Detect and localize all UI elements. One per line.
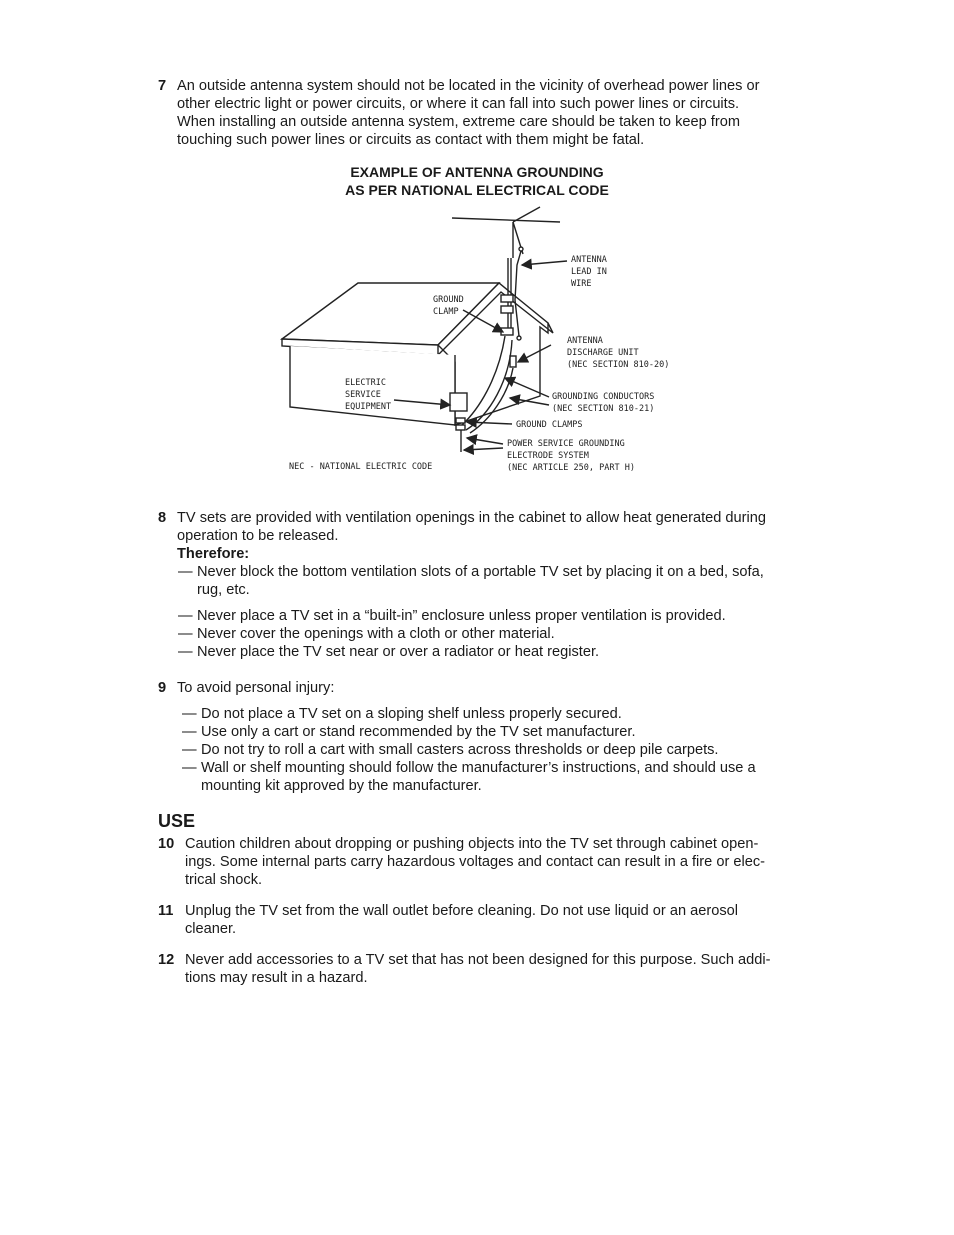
discharge-unit <box>510 356 516 367</box>
text-line: rug, etc. <box>197 582 250 598</box>
text-line: Unplug the TV set from the wall outlet before cleaning. Do not use liquid or an aerosol <box>185 903 738 919</box>
bullet-item <box>182 723 797 741</box>
item-number: 10 <box>158 836 175 852</box>
text-line: tions may result in a hazard. <box>185 970 368 986</box>
item-number: 8 <box>158 510 167 526</box>
item-text <box>185 902 798 938</box>
bullet-item <box>182 705 797 723</box>
item-number: 9 <box>158 680 167 696</box>
text-line: Wall or shelf mounting should follow the manufacturer’s instructions, and should use a <box>201 760 756 776</box>
diagram-title-line: EXAMPLE OF ANTENNA GROUNDING <box>350 164 604 180</box>
text-line: mounting kit approved by the manufacturer. <box>201 778 482 794</box>
label-ground-clamps: GROUND CLAMPS <box>516 420 583 430</box>
label-ground-clamp: GROUND CLAMP <box>433 295 464 317</box>
text-line: Never cover the openings with a cloth or other material. <box>197 626 555 642</box>
bullet-item <box>178 625 797 643</box>
bullet-dash: — <box>182 724 197 740</box>
diagram-title-line: AS PER NATIONAL ELECTRICAL CODE <box>345 182 609 198</box>
section-heading-use: USE <box>158 811 196 831</box>
text-line: Never add accessories to a TV set that has not been designed for this purpose. Such addi- <box>185 952 771 968</box>
text-line: Caution children about dropping or pushing objects into the TV set through cabinet open- <box>185 836 759 852</box>
text-line: Do not place a TV set on a sloping shelf unless properly secured. <box>201 706 622 722</box>
text-line: Use only a cart or stand recommended by the TV set manufacturer. <box>201 724 636 740</box>
bullet-dash: — <box>182 760 197 776</box>
item-11 <box>158 902 798 938</box>
item-10 <box>158 835 798 889</box>
text-line: Never place a TV set in a “built-in” enclosure unless proper ventilation is provided. <box>197 608 726 624</box>
bullet-dash: — <box>178 644 193 660</box>
text-line: touching such power lines or circuits as contact with them might be fatal. <box>177 132 645 148</box>
item-text <box>185 835 798 889</box>
item-text: To avoid personal injury: <box>177 680 335 696</box>
text-line: An outside antenna system should not be located in the vicinity of overhead power lines or <box>177 78 760 94</box>
bullet-item <box>182 759 797 795</box>
bullet-item <box>178 563 797 599</box>
bullet-item <box>182 741 797 759</box>
bullet-dash: — <box>178 626 193 642</box>
text-line: When installing an outside antenna system, extreme care should be taken to keep from <box>177 114 740 130</box>
text-line: TV sets are provided with ventilation openings in the cabinet to allow heat generated during <box>177 510 766 526</box>
text-line: trical shock. <box>185 872 263 888</box>
text-line: ings. Some internal parts carry hazardous voltages and contact can result in a fire or elec- <box>185 854 765 870</box>
label-antenna-lead: ANTENNA LEAD IN WIRE <box>571 255 607 289</box>
item-9 <box>158 679 798 697</box>
text-line: Never place the TV set near or over a radiator or heat register. <box>197 644 600 660</box>
bullet-item <box>178 607 797 625</box>
label-discharge-unit: ANTENNA DISCHARGE UNIT (NEC SECTION 810-20) <box>567 336 670 370</box>
text-line: other electric light or power circuits, or where it can fall into such power lines or circuits. <box>177 96 740 112</box>
text-line: Never block the bottom ventilation slots of a portable TV set by placing it on a bed, sofa, <box>197 564 764 580</box>
bullet-item <box>178 643 797 661</box>
bullet-dash: — <box>178 608 193 624</box>
item-number: 11 <box>158 903 174 919</box>
item-9-bullets <box>181 705 797 795</box>
item-number: 12 <box>158 952 175 968</box>
label-power-service: POWER SERVICE GROUNDING ELECTRODE SYSTEM (NEC ARTICLE 250, PART H) <box>507 439 635 473</box>
label-grounding-conductors: GROUNDING CONDUCTORS (NEC SECTION 810-21) <box>552 392 655 414</box>
label-nec-note: NEC - NATIONAL ELECTRIC CODE <box>289 462 433 472</box>
electric-service-box <box>450 393 467 411</box>
text-line: operation to be released. <box>177 528 339 544</box>
text-line: Do not try to roll a cart with small casters across thresholds or deep pile carpets. <box>201 742 719 758</box>
bullet-dash: — <box>182 742 197 758</box>
item-text <box>185 951 798 987</box>
item-number: 7 <box>158 78 167 94</box>
item-12 <box>158 951 798 987</box>
item-8 <box>158 509 798 563</box>
item-8-bullets <box>177 563 797 661</box>
text-line: cleaner. <box>185 921 237 937</box>
antenna-element <box>452 218 560 222</box>
label-electric-service: ELECTRIC SERVICE EQUIPMENT <box>345 378 392 412</box>
item-text <box>177 509 798 545</box>
bullet-dash: — <box>182 706 197 722</box>
therefore-label: Therefore: <box>177 546 250 562</box>
mast-clamp <box>501 295 513 302</box>
bullet-dash: — <box>178 564 193 580</box>
